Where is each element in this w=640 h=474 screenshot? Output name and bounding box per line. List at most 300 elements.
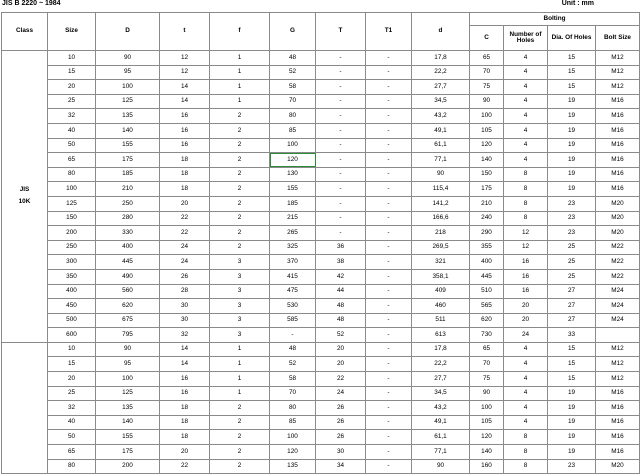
cell-t[interactable]: 24: [160, 255, 210, 270]
cell-dia-of-holes[interactable]: 19: [548, 138, 596, 153]
cell-d-outer[interactable]: 200: [96, 459, 160, 474]
cell-t-hub[interactable]: -: [316, 196, 366, 211]
cell-c[interactable]: 150: [470, 167, 504, 182]
cell-c[interactable]: 210: [470, 196, 504, 211]
cell-t[interactable]: 14: [160, 94, 210, 109]
cell-g[interactable]: 530: [270, 299, 316, 314]
cell-bolt-size[interactable]: M20: [596, 226, 640, 241]
cell-f[interactable]: 1: [210, 372, 270, 387]
cell-bolt-size[interactable]: M16: [596, 109, 640, 124]
class-cell[interactable]: [2, 51, 48, 343]
cell-c[interactable]: 75: [470, 372, 504, 387]
cell-size[interactable]: 15: [48, 357, 96, 372]
cell-d-outer[interactable]: 175: [96, 153, 160, 168]
cell-t[interactable]: 16: [160, 123, 210, 138]
cell-f[interactable]: 2: [210, 182, 270, 197]
cell-size[interactable]: 250: [48, 240, 96, 255]
cell-bolt-size[interactable]: M12: [596, 342, 640, 357]
cell-dia-of-holes[interactable]: 19: [548, 401, 596, 416]
cell-c[interactable]: 140: [470, 153, 504, 168]
cell-t[interactable]: 12: [160, 65, 210, 80]
cell-number-of-holes[interactable]: 8: [504, 430, 548, 445]
cell-d-outer[interactable]: 620: [96, 299, 160, 314]
cell-d-outer[interactable]: 135: [96, 109, 160, 124]
cell-dia-of-holes[interactable]: 19: [548, 153, 596, 168]
cell-c[interactable]: 160: [470, 459, 504, 474]
cell-d-inner[interactable]: 218: [412, 226, 470, 241]
cell-d-outer[interactable]: 560: [96, 284, 160, 299]
cell-f[interactable]: 1: [210, 51, 270, 66]
cell-c[interactable]: 355: [470, 240, 504, 255]
cell-size[interactable]: 50: [48, 138, 96, 153]
cell-g[interactable]: 100: [270, 430, 316, 445]
cell-size[interactable]: 32: [48, 109, 96, 124]
cell-number-of-holes[interactable]: 4: [504, 342, 548, 357]
cell-d-outer[interactable]: 135: [96, 401, 160, 416]
cell-d-inner[interactable]: 17,8: [412, 342, 470, 357]
cell-t1[interactable]: -: [366, 123, 412, 138]
cell-t1[interactable]: -: [366, 430, 412, 445]
cell-dia-of-holes[interactable]: 19: [548, 182, 596, 197]
cell-g[interactable]: 58: [270, 80, 316, 95]
cell-d-outer[interactable]: 330: [96, 226, 160, 241]
cell-d-inner[interactable]: 34,5: [412, 386, 470, 401]
cell-t-hub[interactable]: -: [316, 109, 366, 124]
cell-bolt-size[interactable]: M16: [596, 94, 640, 109]
cell-size[interactable]: 500: [48, 313, 96, 328]
cell-number-of-holes[interactable]: 4: [504, 138, 548, 153]
cell-t-hub[interactable]: 20: [316, 342, 366, 357]
cell-d-outer[interactable]: 125: [96, 94, 160, 109]
cell-f[interactable]: 2: [210, 109, 270, 124]
cell-g[interactable]: 80: [270, 401, 316, 416]
cell-size[interactable]: 40: [48, 123, 96, 138]
cell-d-inner[interactable]: 115,4: [412, 182, 470, 197]
cell-d-inner[interactable]: 17,8: [412, 51, 470, 66]
cell-dia-of-holes[interactable]: 19: [548, 123, 596, 138]
cell-c[interactable]: 290: [470, 226, 504, 241]
cell-bolt-size[interactable]: M20: [596, 211, 640, 226]
cell-g[interactable]: 130: [270, 167, 316, 182]
cell-bolt-size[interactable]: M12: [596, 65, 640, 80]
cell-size[interactable]: 25: [48, 386, 96, 401]
cell-t1[interactable]: -: [366, 138, 412, 153]
cell-d-outer[interactable]: 280: [96, 211, 160, 226]
cell-t1[interactable]: -: [366, 342, 412, 357]
cell-t-hub[interactable]: 20: [316, 357, 366, 372]
cell-t-hub[interactable]: -: [316, 226, 366, 241]
cell-t1[interactable]: -: [366, 357, 412, 372]
cell-t1[interactable]: -: [366, 372, 412, 387]
cell-t-hub[interactable]: 38: [316, 255, 366, 270]
cell-bolt-size[interactable]: [596, 328, 640, 343]
cell-bolt-size[interactable]: M16: [596, 182, 640, 197]
cell-t[interactable]: 28: [160, 284, 210, 299]
cell-f[interactable]: 2: [210, 123, 270, 138]
cell-t1[interactable]: -: [366, 415, 412, 430]
cell-t1[interactable]: -: [366, 459, 412, 474]
cell-dia-of-holes[interactable]: 25: [548, 240, 596, 255]
cell-d-inner[interactable]: 511: [412, 313, 470, 328]
cell-d-inner[interactable]: 43,2: [412, 401, 470, 416]
cell-size[interactable]: 600: [48, 328, 96, 343]
cell-size[interactable]: 50: [48, 430, 96, 445]
cell-t1[interactable]: -: [366, 401, 412, 416]
cell-t[interactable]: 22: [160, 226, 210, 241]
cell-g[interactable]: 120: [270, 445, 316, 460]
cell-g[interactable]: 215: [270, 211, 316, 226]
cell-t[interactable]: 18: [160, 167, 210, 182]
cell-d-inner[interactable]: 358,1: [412, 269, 470, 284]
cell-t1[interactable]: -: [366, 226, 412, 241]
cell-t-hub[interactable]: 26: [316, 415, 366, 430]
cell-d-outer[interactable]: 100: [96, 80, 160, 95]
cell-number-of-holes[interactable]: 4: [504, 357, 548, 372]
cell-t[interactable]: 22: [160, 459, 210, 474]
cell-t-hub[interactable]: 22: [316, 372, 366, 387]
cell-bolt-size[interactable]: M16: [596, 153, 640, 168]
cell-t1[interactable]: -: [366, 51, 412, 66]
cell-d-inner[interactable]: 49,1: [412, 415, 470, 430]
cell-t[interactable]: 14: [160, 357, 210, 372]
cell-d-outer[interactable]: 100: [96, 372, 160, 387]
cell-size[interactable]: 150: [48, 211, 96, 226]
cell-d-inner[interactable]: 77,1: [412, 153, 470, 168]
cell-c[interactable]: 565: [470, 299, 504, 314]
cell-c[interactable]: 65: [470, 342, 504, 357]
cell-g[interactable]: 135: [270, 459, 316, 474]
cell-f[interactable]: 3: [210, 313, 270, 328]
cell-number-of-holes[interactable]: 16: [504, 255, 548, 270]
cell-f[interactable]: 3: [210, 269, 270, 284]
cell-d-outer[interactable]: 250: [96, 196, 160, 211]
cell-number-of-holes[interactable]: 8: [504, 459, 548, 474]
cell-t1[interactable]: -: [366, 284, 412, 299]
cell-dia-of-holes[interactable]: 27: [548, 299, 596, 314]
cell-g[interactable]: 85: [270, 415, 316, 430]
cell-c[interactable]: 105: [470, 415, 504, 430]
cell-t-hub[interactable]: -: [316, 211, 366, 226]
cell-number-of-holes[interactable]: 20: [504, 313, 548, 328]
cell-bolt-size[interactable]: M12: [596, 357, 640, 372]
cell-d-inner[interactable]: 77,1: [412, 445, 470, 460]
cell-g[interactable]: 85: [270, 123, 316, 138]
cell-number-of-holes[interactable]: 8: [504, 211, 548, 226]
cell-t1[interactable]: -: [366, 255, 412, 270]
cell-g[interactable]: -: [270, 328, 316, 343]
cell-t[interactable]: 14: [160, 342, 210, 357]
cell-bolt-size[interactable]: M24: [596, 313, 640, 328]
cell-f[interactable]: 2: [210, 138, 270, 153]
cell-dia-of-holes[interactable]: 15: [548, 357, 596, 372]
cell-size[interactable]: 20: [48, 372, 96, 387]
cell-t[interactable]: 18: [160, 430, 210, 445]
cell-size[interactable]: 10: [48, 51, 96, 66]
cell-dia-of-holes[interactable]: 23: [548, 196, 596, 211]
cell-bolt-size[interactable]: M16: [596, 386, 640, 401]
cell-dia-of-holes[interactable]: 23: [548, 226, 596, 241]
cell-d-inner[interactable]: 460: [412, 299, 470, 314]
cell-c[interactable]: 140: [470, 445, 504, 460]
cell-bolt-size[interactable]: M16: [596, 401, 640, 416]
cell-t1[interactable]: -: [366, 65, 412, 80]
cell-f[interactable]: 2: [210, 415, 270, 430]
cell-d-inner[interactable]: 43,2: [412, 109, 470, 124]
cell-g[interactable]: 70: [270, 386, 316, 401]
cell-t[interactable]: 22: [160, 211, 210, 226]
cell-d-outer[interactable]: 140: [96, 123, 160, 138]
cell-d-inner[interactable]: 141,2: [412, 196, 470, 211]
cell-t-hub[interactable]: -: [316, 138, 366, 153]
cell-t[interactable]: 30: [160, 313, 210, 328]
cell-dia-of-holes[interactable]: 19: [548, 109, 596, 124]
cell-c[interactable]: 65: [470, 51, 504, 66]
cell-number-of-holes[interactable]: 16: [504, 269, 548, 284]
cell-t-hub[interactable]: 44: [316, 284, 366, 299]
cell-number-of-holes[interactable]: 4: [504, 51, 548, 66]
cell-c[interactable]: 70: [470, 65, 504, 80]
cell-number-of-holes[interactable]: 8: [504, 196, 548, 211]
cell-t-hub[interactable]: -: [316, 65, 366, 80]
cell-t1[interactable]: -: [366, 328, 412, 343]
cell-f[interactable]: 2: [210, 401, 270, 416]
cell-c[interactable]: 730: [470, 328, 504, 343]
cell-number-of-holes[interactable]: 12: [504, 240, 548, 255]
cell-d-outer[interactable]: 90: [96, 51, 160, 66]
cell-f[interactable]: 3: [210, 284, 270, 299]
cell-d-outer[interactable]: 490: [96, 269, 160, 284]
cell-t-hub[interactable]: 24: [316, 386, 366, 401]
cell-g[interactable]: 80: [270, 109, 316, 124]
cell-g[interactable]: 325: [270, 240, 316, 255]
cell-dia-of-holes[interactable]: 19: [548, 167, 596, 182]
cell-number-of-holes[interactable]: 8: [504, 445, 548, 460]
cell-number-of-holes[interactable]: 4: [504, 94, 548, 109]
cell-f[interactable]: 2: [210, 196, 270, 211]
cell-t-hub[interactable]: -: [316, 94, 366, 109]
cell-number-of-holes[interactable]: 8: [504, 167, 548, 182]
cell-g[interactable]: 370: [270, 255, 316, 270]
cell-size[interactable]: 25: [48, 94, 96, 109]
cell-t-hub[interactable]: 26: [316, 401, 366, 416]
cell-t[interactable]: 20: [160, 445, 210, 460]
cell-f[interactable]: 3: [210, 328, 270, 343]
cell-t[interactable]: 14: [160, 80, 210, 95]
cell-t1[interactable]: -: [366, 196, 412, 211]
cell-d-inner[interactable]: 409: [412, 284, 470, 299]
cell-c[interactable]: 240: [470, 211, 504, 226]
cell-t-hub[interactable]: -: [316, 153, 366, 168]
cell-d-outer[interactable]: 175: [96, 445, 160, 460]
cell-t[interactable]: 16: [160, 386, 210, 401]
cell-c[interactable]: 75: [470, 80, 504, 95]
cell-g[interactable]: 265: [270, 226, 316, 241]
cell-dia-of-holes[interactable]: 15: [548, 342, 596, 357]
cell-size[interactable]: 15: [48, 65, 96, 80]
cell-number-of-holes[interactable]: 24: [504, 328, 548, 343]
cell-bolt-size[interactable]: M16: [596, 167, 640, 182]
cell-bolt-size[interactable]: M22: [596, 240, 640, 255]
cell-d-inner[interactable]: 27,7: [412, 80, 470, 95]
cell-dia-of-holes[interactable]: 33: [548, 328, 596, 343]
cell-d-inner[interactable]: 49,1: [412, 123, 470, 138]
cell-bolt-size[interactable]: M16: [596, 445, 640, 460]
cell-f[interactable]: 2: [210, 153, 270, 168]
class-cell[interactable]: [2, 342, 48, 473]
cell-d-outer[interactable]: 675: [96, 313, 160, 328]
cell-size[interactable]: 80: [48, 167, 96, 182]
cell-d-outer[interactable]: 125: [96, 386, 160, 401]
cell-bolt-size[interactable]: M16: [596, 430, 640, 445]
cell-c[interactable]: 70: [470, 357, 504, 372]
cell-t-hub[interactable]: -: [316, 51, 366, 66]
cell-c[interactable]: 90: [470, 386, 504, 401]
cell-c[interactable]: 100: [470, 401, 504, 416]
cell-t[interactable]: 24: [160, 240, 210, 255]
cell-t[interactable]: 26: [160, 269, 210, 284]
cell-d-inner[interactable]: 321: [412, 255, 470, 270]
cell-d-inner[interactable]: 61,1: [412, 430, 470, 445]
cell-dia-of-holes[interactable]: 25: [548, 269, 596, 284]
cell-d-inner[interactable]: 22,2: [412, 357, 470, 372]
cell-dia-of-holes[interactable]: 23: [548, 459, 596, 474]
cell-dia-of-holes[interactable]: 27: [548, 313, 596, 328]
cell-t-hub[interactable]: -: [316, 80, 366, 95]
cell-t[interactable]: 18: [160, 401, 210, 416]
cell-t-hub[interactable]: 30: [316, 445, 366, 460]
cell-number-of-holes[interactable]: 12: [504, 226, 548, 241]
cell-size[interactable]: 350: [48, 269, 96, 284]
cell-bolt-size[interactable]: M16: [596, 415, 640, 430]
cell-c[interactable]: 400: [470, 255, 504, 270]
cell-dia-of-holes[interactable]: 19: [548, 430, 596, 445]
cell-c[interactable]: 620: [470, 313, 504, 328]
cell-t1[interactable]: -: [366, 386, 412, 401]
cell-t1[interactable]: -: [366, 167, 412, 182]
cell-d-inner[interactable]: 34,5: [412, 94, 470, 109]
cell-t[interactable]: 16: [160, 372, 210, 387]
cell-t[interactable]: 32: [160, 328, 210, 343]
cell-number-of-holes[interactable]: 4: [504, 415, 548, 430]
cell-bolt-size[interactable]: M12: [596, 80, 640, 95]
cell-number-of-holes[interactable]: 4: [504, 401, 548, 416]
cell-d-outer[interactable]: 185: [96, 167, 160, 182]
cell-f[interactable]: 1: [210, 342, 270, 357]
cell-dia-of-holes[interactable]: 19: [548, 415, 596, 430]
cell-bolt-size[interactable]: M20: [596, 196, 640, 211]
cell-c[interactable]: 120: [470, 138, 504, 153]
cell-bolt-size[interactable]: M22: [596, 269, 640, 284]
cell-t1[interactable]: -: [366, 182, 412, 197]
cell-size[interactable]: 125: [48, 196, 96, 211]
cell-c[interactable]: 175: [470, 182, 504, 197]
cell-t[interactable]: 18: [160, 182, 210, 197]
cell-t[interactable]: 16: [160, 109, 210, 124]
cell-t1[interactable]: -: [366, 153, 412, 168]
cell-d-inner[interactable]: 90: [412, 459, 470, 474]
cell-dia-of-holes[interactable]: 15: [548, 65, 596, 80]
cell-t1[interactable]: -: [366, 269, 412, 284]
cell-c[interactable]: 510: [470, 284, 504, 299]
cell-t-hub[interactable]: -: [316, 167, 366, 182]
cell-t[interactable]: 30: [160, 299, 210, 314]
cell-dia-of-holes[interactable]: 15: [548, 51, 596, 66]
cell-f[interactable]: 2: [210, 226, 270, 241]
cell-d-inner[interactable]: 166,6: [412, 211, 470, 226]
cell-c[interactable]: 105: [470, 123, 504, 138]
cell-t[interactable]: 18: [160, 153, 210, 168]
cell-c[interactable]: 120: [470, 430, 504, 445]
cell-d-outer[interactable]: 445: [96, 255, 160, 270]
cell-t1[interactable]: -: [366, 313, 412, 328]
cell-size[interactable]: 65: [48, 153, 96, 168]
cell-f[interactable]: 2: [210, 211, 270, 226]
cell-g[interactable]: 48: [270, 51, 316, 66]
cell-size[interactable]: 400: [48, 284, 96, 299]
cell-t[interactable]: 16: [160, 138, 210, 153]
cell-t[interactable]: 20: [160, 196, 210, 211]
cell-d-inner[interactable]: 27,7: [412, 372, 470, 387]
cell-t-hub[interactable]: 34: [316, 459, 366, 474]
cell-f[interactable]: 1: [210, 65, 270, 80]
cell-g[interactable]: 48: [270, 342, 316, 357]
cell-f[interactable]: 2: [210, 445, 270, 460]
cell-t-hub[interactable]: 36: [316, 240, 366, 255]
cell-d-outer[interactable]: 155: [96, 138, 160, 153]
cell-t[interactable]: 12: [160, 51, 210, 66]
cell-f[interactable]: 1: [210, 80, 270, 95]
cell-number-of-holes[interactable]: 8: [504, 182, 548, 197]
cell-number-of-holes[interactable]: 4: [504, 372, 548, 387]
cell-g[interactable]: 585: [270, 313, 316, 328]
cell-t-hub[interactable]: 26: [316, 430, 366, 445]
cell-size[interactable]: 80: [48, 459, 96, 474]
cell-d-inner[interactable]: 613: [412, 328, 470, 343]
cell-dia-of-holes[interactable]: 19: [548, 445, 596, 460]
cell-d-inner[interactable]: 90: [412, 167, 470, 182]
cell-t1[interactable]: -: [366, 240, 412, 255]
cell-c[interactable]: 445: [470, 269, 504, 284]
cell-t-hub[interactable]: 42: [316, 269, 366, 284]
cell-f[interactable]: 2: [210, 167, 270, 182]
cell-g[interactable]: 475: [270, 284, 316, 299]
cell-c[interactable]: 90: [470, 94, 504, 109]
cell-bolt-size[interactable]: M16: [596, 138, 640, 153]
cell-f[interactable]: 1: [210, 386, 270, 401]
cell-size[interactable]: 100: [48, 182, 96, 197]
cell-d-inner[interactable]: 22,2: [412, 65, 470, 80]
cell-size[interactable]: 32: [48, 401, 96, 416]
cell-number-of-holes[interactable]: 20: [504, 299, 548, 314]
cell-f[interactable]: 3: [210, 299, 270, 314]
cell-d-outer[interactable]: 95: [96, 65, 160, 80]
cell-c[interactable]: 100: [470, 109, 504, 124]
cell-t1[interactable]: -: [366, 80, 412, 95]
cell-f[interactable]: 1: [210, 357, 270, 372]
cell-d-outer[interactable]: 795: [96, 328, 160, 343]
cell-number-of-holes[interactable]: 4: [504, 153, 548, 168]
cell-d-inner[interactable]: 269,5: [412, 240, 470, 255]
cell-bolt-size[interactable]: M16: [596, 123, 640, 138]
cell-t1[interactable]: -: [366, 211, 412, 226]
cell-size[interactable]: 20: [48, 80, 96, 95]
cell-t1[interactable]: -: [366, 299, 412, 314]
cell-t[interactable]: 18: [160, 415, 210, 430]
cell-d-outer[interactable]: 155: [96, 430, 160, 445]
cell-number-of-holes[interactable]: 4: [504, 80, 548, 95]
cell-dia-of-holes[interactable]: 27: [548, 284, 596, 299]
cell-g[interactable]: 70: [270, 94, 316, 109]
